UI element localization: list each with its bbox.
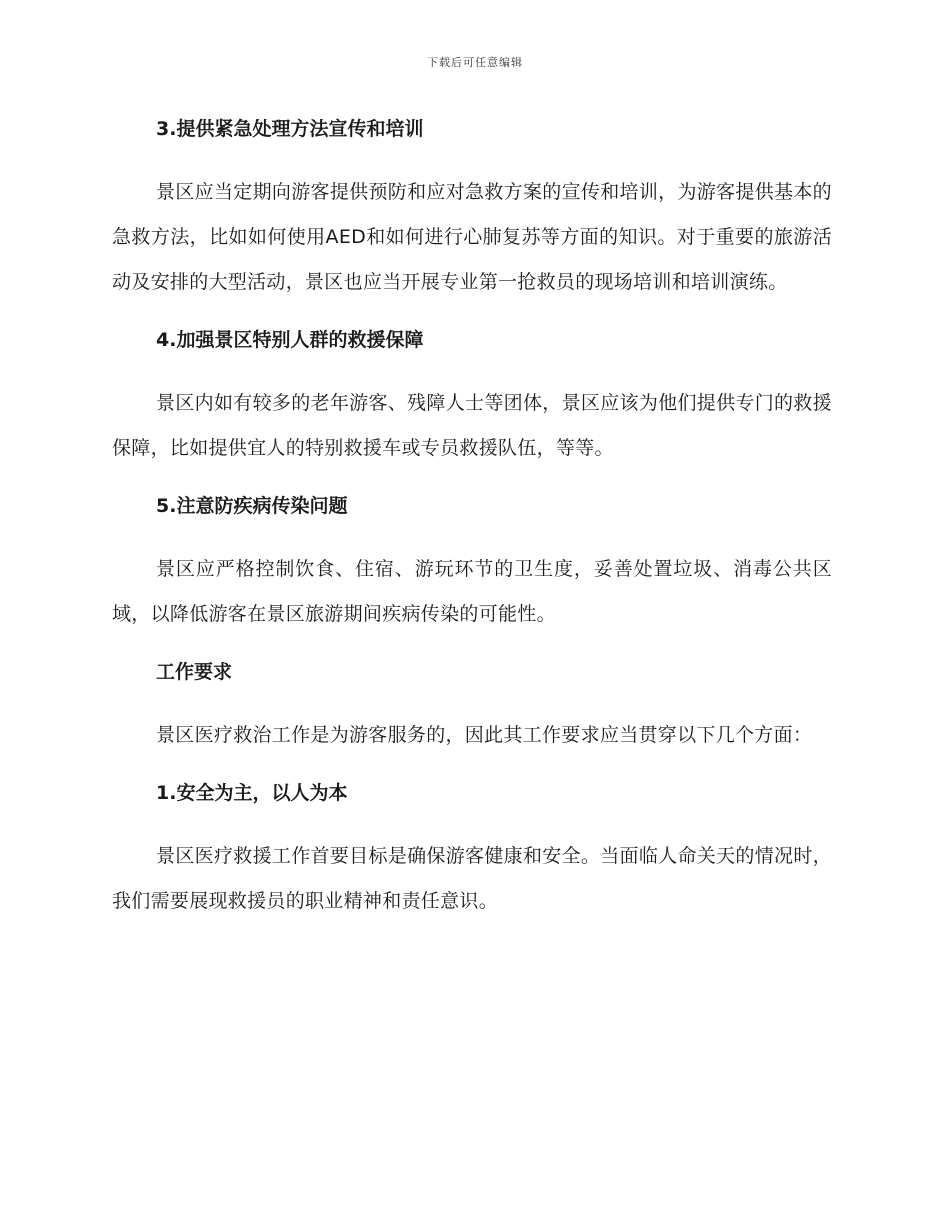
section-paragraph: 景区内如有较多的老年游客、残障人士等团体，景区应该为他们提供专门的救援保障，比如提供宜人的特别救援车或专员救援队伍，等等。: [112, 392, 832, 459]
section-paragraph: 景区医疗救援工作首要目标是确保游客健康和安全。当面临人命关天的情况时，我们需要展现救援员的职业精神和责任意识。: [112, 845, 832, 912]
section-heading: 5.注意防疾病传染问题: [156, 495, 348, 517]
section-heading: 3.提供紧急处理方法宣传和培训: [156, 118, 424, 140]
section-heading: 1.安全为主，以人为本: [156, 782, 348, 804]
section-heading: 工作要求: [156, 661, 233, 683]
section-paragraph: 景区应当定期向游客提供预防和应对急救方案的宣传和培训，为游客提供基本的急救方法，比如如何使用AED和如何进行心肺复苏等方面的知识。对于重要的旅游活动及安排的大型活动，景区也应当开展专业第一抢救员的现场培训和培训演练。: [112, 181, 832, 293]
header-note: 下载后可任意编辑: [427, 56, 523, 69]
section-heading: 4.加强景区特别人群的救援保障: [156, 329, 424, 351]
section-paragraph: 景区应严格控制饮食、住宿、游玩环节的卫生度，妥善处置垃圾、消毒公共区域，以降低游客在景区旅游期间疾病传染的可能性。: [112, 558, 832, 625]
document-body: [112, 112, 832, 942]
section-paragraph: 景区医疗救治工作是为游客服务的，因此其工作要求应当贯穿以下几个方面：: [156, 724, 813, 746]
